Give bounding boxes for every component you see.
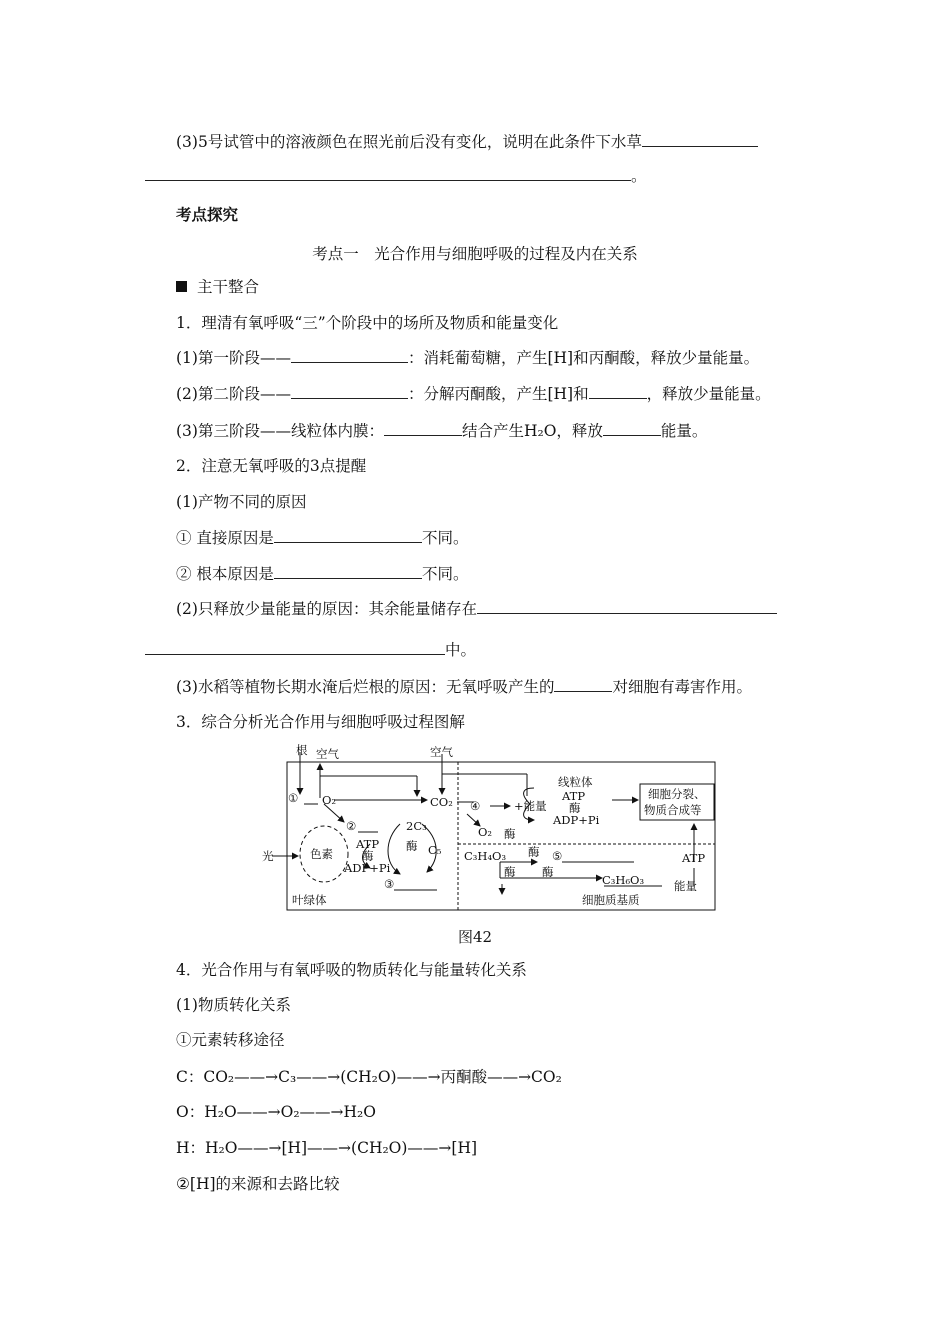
item3-title: 3．综合分析光合作用与细胞呼吸过程图解 [176,713,465,731]
energy-reason-end: 中。 [445,641,477,659]
item1-title: 1．理清有氧呼吸“三”个阶段中的场所及物质和能量变化 [176,314,559,332]
answer-blank[interactable] [384,421,462,436]
hydrogen-path: H：H₂O——→[H]——→(CH₂O)——→[H] [176,1139,478,1157]
label-enzyme-5: 酶 [528,845,540,859]
figure-caption: 图42 [457,928,493,946]
item4-p1b: ②[H]的来源和去路比较 [176,1175,340,1193]
item2-p1a [176,528,468,548]
question-3 [176,132,758,152]
label-enzyme-cycle: 酶 [406,839,418,853]
label-atp-lower: ATP [682,851,706,865]
item1-stage3 [176,421,707,441]
rot-reason-end: 对细胞有毒害作用。 [612,678,752,696]
square-bullet-icon [176,281,187,292]
direct-cause-end: 不同。 [421,529,469,547]
label-mito: 线粒体 [558,775,593,789]
root-cause-label: ② 根本原因是 [176,565,274,583]
rot-reason-label: (3)水稻等植物长期水淹后烂根的原因：无氧呼吸产生的 [176,678,555,696]
answer-blank[interactable] [603,421,661,436]
label-enzyme-top: 酶 [569,801,581,815]
stage3-label: (3)第三阶段——线粒体内膜： [176,422,384,440]
label-adp-chloro: ADP+Pi [344,861,391,875]
item2-p2 [176,599,777,619]
label-chloroplast: 叶绿体 [292,893,327,907]
label-energy: 能量 [674,879,697,893]
label-enzyme-lac: 酶 [542,865,554,879]
answer-blank[interactable] [145,166,631,181]
stage2-text: ：分解丙酮酸，产生[H]和 [407,385,589,403]
stage3-text-end: 能量。 [660,422,708,440]
answer-blank[interactable] [589,384,647,399]
main-integration-label: 主干整合 [197,278,260,296]
stage1-text: ：消耗葡萄糖，产生[H]和丙酮酸，释放少量能量。 [407,349,760,367]
section-title: 考点探究 [176,206,239,224]
outcome-box-line2: 物质合成等 [644,803,702,817]
answer-blank[interactable] [477,599,777,614]
root-cause-end: 不同。 [421,565,469,583]
stage2-label: (2)第二阶段—— [176,385,291,403]
stage3-text: 结合产生H₂O，释放 [461,422,603,440]
energy-reason-label: (2)只释放少量能量的原因：其余能量储存在 [176,600,477,618]
outcome-box-line1: 细胞分裂、 [648,787,706,801]
marker-3: ③ [384,877,395,891]
label-enzyme-down: 酶 [504,865,516,879]
marker-1: ① [288,791,299,805]
oxygen-path: O：H₂O——→O₂——→H₂O [176,1103,376,1121]
label-o2-lower: O₂ [478,825,493,839]
stage1-label: (1)第一阶段—— [176,349,291,367]
topic-heading: 考点一 光合作用与细胞呼吸的过程及内在关系 [312,245,638,263]
label-atp-top: ATP [562,789,586,803]
label-energy-plus: +能量 [514,799,547,813]
answer-blank[interactable] [291,348,408,363]
answer-blank[interactable] [274,528,422,543]
item2-p3 [176,677,752,697]
label-air-right: 空气 [430,745,453,759]
item1-stage1 [176,348,759,368]
label-enzyme-chloro: 酶 [362,849,374,863]
stage2-text-end: ，释放少量能量。 [646,385,771,403]
answer-blank[interactable] [291,384,408,399]
item1-stage2 [176,384,771,404]
answer-blank[interactable] [145,640,445,655]
marker-5: ⑤ [552,849,563,863]
answer-blank[interactable] [554,677,612,692]
label-c3h6o3: C₃H₆O₃ [602,873,645,887]
answer-blank[interactable] [642,132,758,147]
label-c3h4o3: C₃H₄O₃ [464,849,507,863]
label-enzyme-o2: 酶 [504,827,516,841]
label-light: 光 [262,849,274,863]
period: 。 [631,167,647,185]
marker-4: ④ [470,799,481,813]
question-3-text: (3)5号试管中的溶液颜色在照光前后没有变化，说明在此条件下水草 [176,133,642,151]
item4-p1: (1)物质转化关系 [176,996,291,1014]
label-adp-top: ADP+Pi [553,813,600,827]
label-c5: C₅ [428,843,442,857]
item4-title: 4．光合作用与有氧呼吸的物质转化与能量转化关系 [176,961,527,979]
answer-blank[interactable] [274,564,422,579]
photosynthesis-respiration-diagram [262,744,722,916]
direct-cause-label: ① 直接原因是 [176,529,274,547]
main-integration [176,277,259,297]
item2-p2-continued [145,640,476,660]
label-air-left: 空气 [316,747,339,761]
carbon-path: C：CO₂——→C₃——→(CH₂O)——→丙酮酸——→CO₂ [176,1068,562,1086]
label-root: 根 [296,744,308,757]
item2-title: 2．注意无氧呼吸的3点提醒 [176,457,367,475]
label-cytoplasm: 细胞质基质 [582,893,640,907]
item2-p1b [176,564,468,584]
label-c3: 2C₃ [406,819,427,833]
marker-2: ② [346,819,357,833]
label-o2: O₂ [322,793,337,807]
item4-p1a: ①元素转移途径 [176,1031,285,1049]
item2-p1: (1)产物不同的原因 [176,493,307,511]
label-co2: CO₂ [430,795,453,809]
label-pigment: 色素 [310,847,333,861]
question-3-continued [145,166,647,186]
label-atp-chloro: ATP [356,837,380,851]
